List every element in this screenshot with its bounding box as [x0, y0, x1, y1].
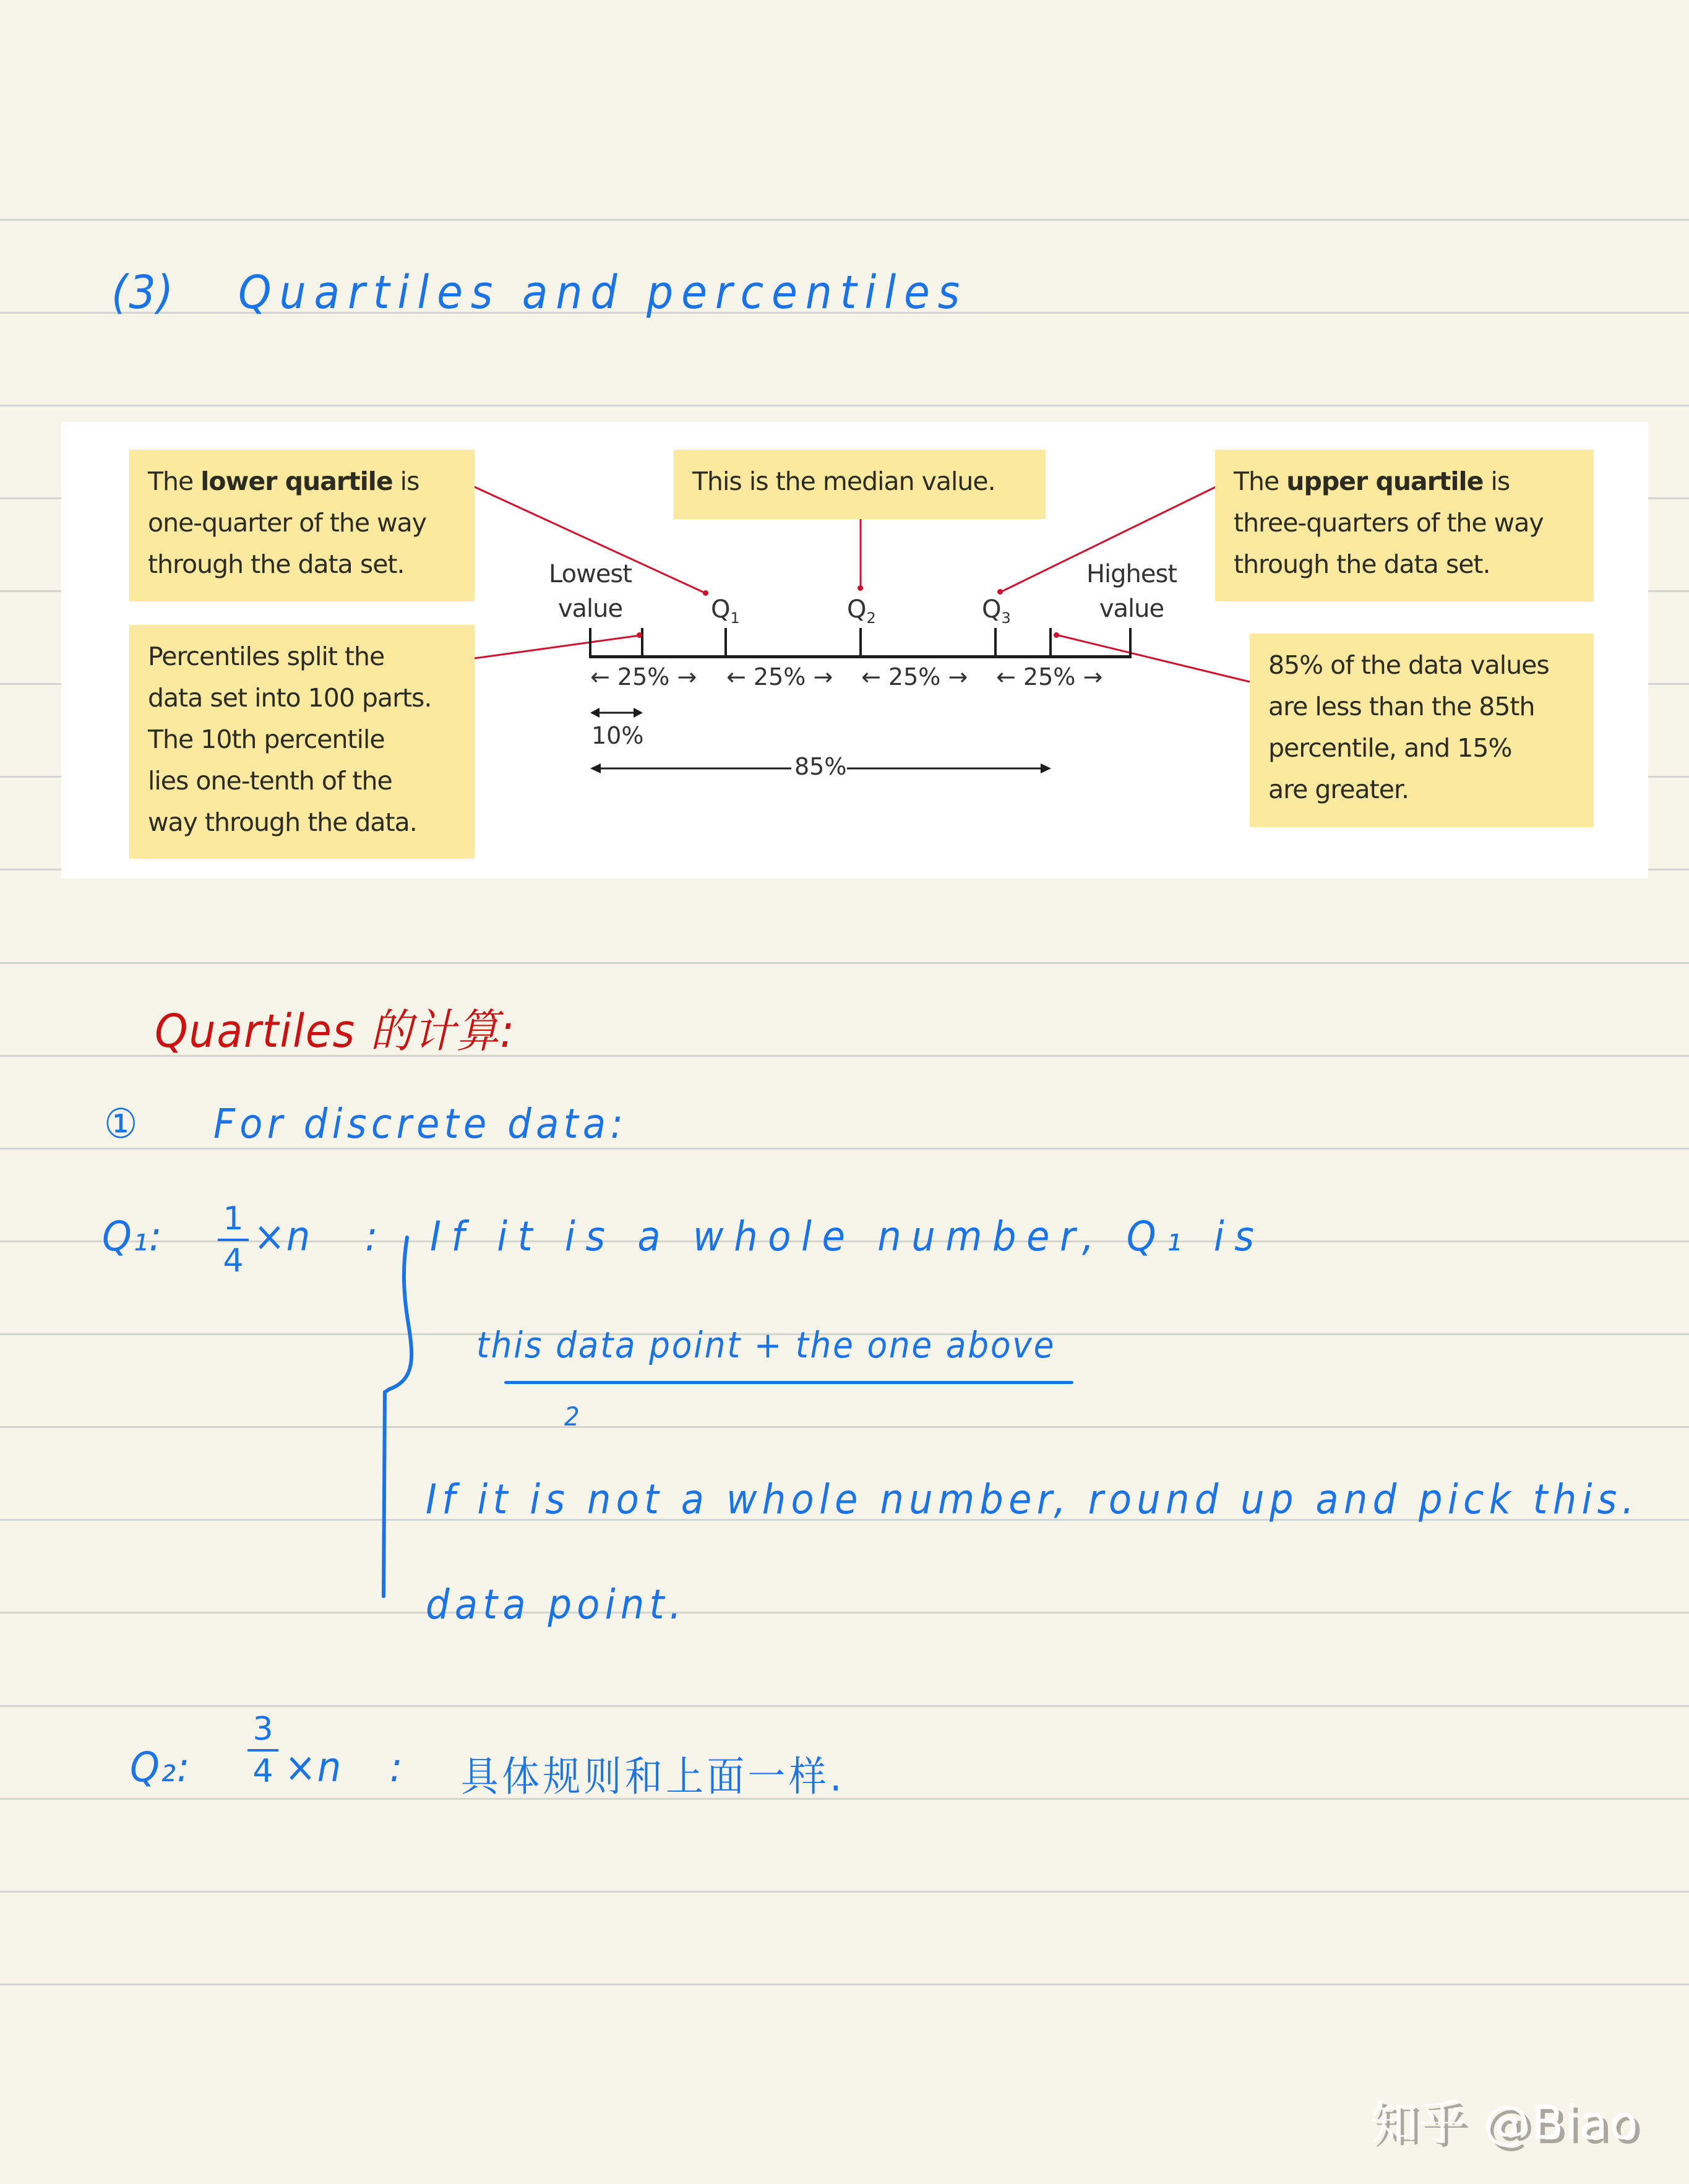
q2-pointer-dot	[857, 585, 863, 591]
tick-lowest	[589, 628, 591, 656]
segment-label-4: ← 25% →	[996, 663, 1103, 690]
q3-times-n: ×n	[285, 1743, 343, 1791]
segment-label-1: ← 25% →	[590, 663, 697, 690]
tick-10th-percentile	[641, 628, 643, 656]
item-1-marker: ①	[104, 1100, 139, 1148]
median-callout: This is the median value.	[674, 450, 1046, 519]
q1-fraction: 1 4	[218, 1200, 249, 1279]
q1-colon: :	[365, 1213, 379, 1260]
q3-pointer-dot	[997, 589, 1003, 595]
case-1-numerator: this data point + the one above	[476, 1324, 1056, 1366]
percentile-85-callout: 85% of the data values are less than the 85th percentile, and 15% are greater.	[1250, 634, 1594, 827]
tick-85th-percentile	[1049, 628, 1052, 656]
quartiles-diagram	[61, 422, 1648, 879]
eighty-five-percent-label: 85%	[794, 753, 847, 780]
page-title: Quartiles and percentiles	[238, 266, 968, 319]
section-number: (3)	[111, 266, 174, 319]
q3-rule-text: 具体规则和上面一样.	[461, 1753, 845, 1800]
tick-q3	[994, 628, 997, 656]
case-2-line-2: data point.	[426, 1581, 687, 1628]
q1-times-n: ×n	[254, 1213, 312, 1260]
case-1-fraction-bar	[504, 1381, 1073, 1384]
p10-pointer-dot	[637, 632, 642, 638]
percentiles-callout: Percentiles split the data set into 100 parts. The 10th percentile lies one-tenth of the way through the data.	[129, 625, 475, 859]
section-heading: Quartiles 的计算:	[155, 1005, 515, 1058]
rule-line	[0, 1891, 1689, 1893]
lower-quartile-callout: The lower quartile is one-quarter of the way through the data set.	[129, 450, 475, 601]
rule-line	[0, 219, 1689, 221]
tick-highest	[1129, 628, 1132, 656]
rule-line	[0, 1426, 1689, 1428]
q1-label: $Q_1$	[711, 595, 740, 627]
q3-fraction: 3 4	[247, 1711, 278, 1790]
p85-pointer-dot	[1054, 632, 1059, 638]
rule-line	[0, 1705, 1689, 1707]
lowest-value-label: Lowest value	[549, 560, 632, 623]
lower-quartile-term: lower quartile	[200, 466, 393, 496]
q2-label: $Q_2$	[847, 595, 876, 627]
rule-line	[0, 1148, 1689, 1150]
q3-colon: :	[390, 1743, 404, 1791]
highest-value-label: Highest value	[1086, 560, 1177, 623]
watermark: 知乎 @Biao	[1370, 2095, 1640, 2150]
rule-line	[0, 962, 1689, 964]
q1-label: Q₁:	[102, 1213, 163, 1260]
segment-label-2: ← 25% →	[726, 663, 833, 690]
case-1-denominator: 2	[564, 1401, 581, 1432]
upper-quartile-term: upper quartile	[1286, 466, 1484, 496]
rule-line	[0, 405, 1689, 406]
ten-percent-label: 10%	[591, 722, 644, 749]
item-1-text: For discrete data:	[213, 1100, 628, 1148]
q3-label: Q₂:	[130, 1743, 191, 1791]
case-2-line-1: If it is not a whole number, round up and pick this.	[426, 1476, 1640, 1523]
segment-label-3: ← 25% →	[861, 663, 968, 690]
tick-q2	[859, 628, 862, 656]
cases-brace-icon	[371, 1231, 427, 1602]
tick-q1	[724, 628, 727, 656]
rule-line	[0, 1612, 1689, 1614]
case-1-text: If it is a whole number, Q₁ is	[430, 1213, 1265, 1260]
q1-pointer-dot	[703, 590, 708, 596]
q3-label: $Q_3$	[982, 595, 1011, 627]
rule-line	[0, 1984, 1689, 1985]
upper-quartile-callout: The upper quartile is three-quarters of the way through the data set.	[1215, 450, 1594, 601]
